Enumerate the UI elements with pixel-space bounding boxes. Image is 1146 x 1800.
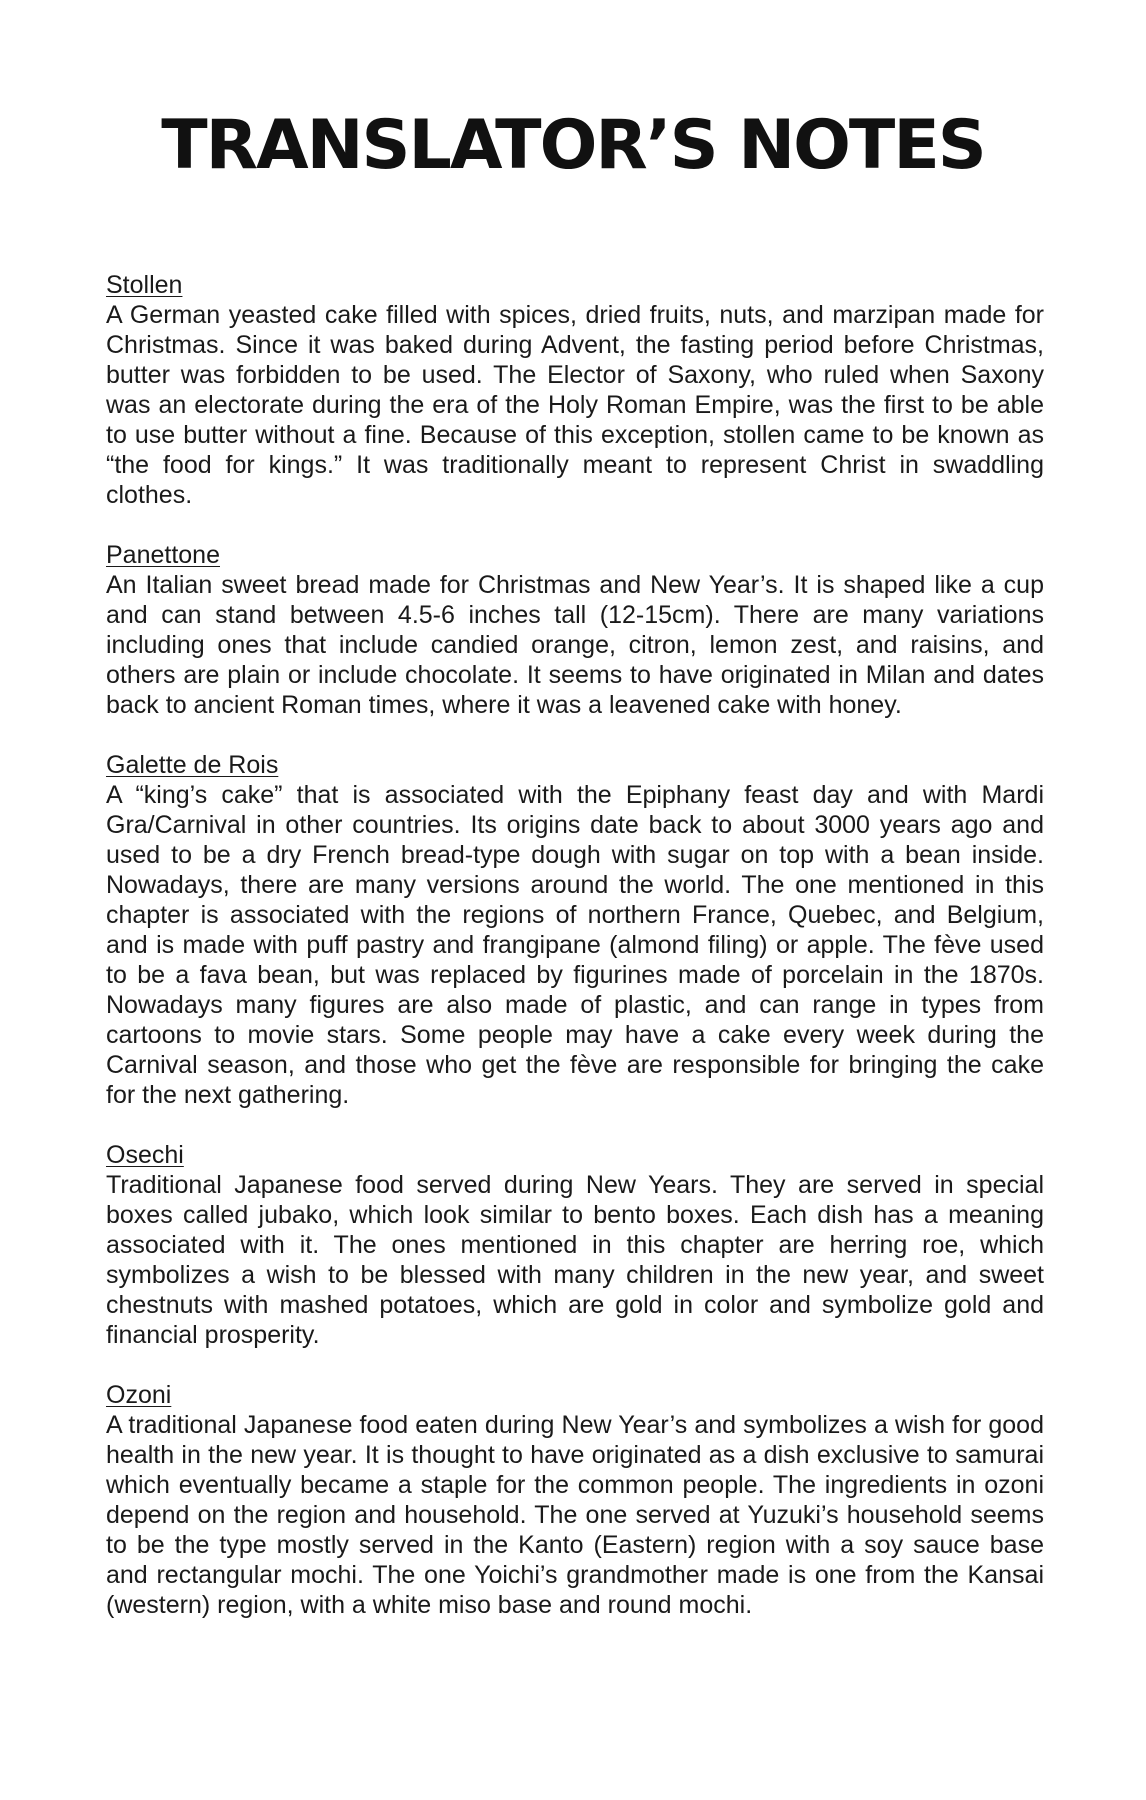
note-stollen [106,270,1044,510]
note-term: Panettone [106,541,220,569]
note-term: Stollen [106,271,183,299]
note-definition: A traditional Japanese food eaten during New Year’s and symbolizes a wish for good health in the new year. It is thought to have originated as a dish exclusive to samurai which eventually became a staple for the common people. The ingredients in ozoni depend on the region and household. The one served at Yuzuki’s household seems to be the type mostly served in the Kanto (Eastern) region with a soy sauce base and rectangular mochi. The one Yoichi’s grandmother made is one from the Kansai (western) region, with a white miso base and round mochi. [106,1411,1044,1619]
note-ozoni [106,1380,1044,1620]
note-osechi [106,1140,1044,1350]
note-term: Osechi [106,1141,184,1169]
note-term: Galette de Rois [106,751,279,779]
note-panettone [106,540,1044,720]
notes-list [106,270,1044,1650]
note-definition: A German yeasted cake filled with spices, dried fruits, nuts, and marzipan made for Christmas. Since it was baked during Advent, the fasting period before Christmas, butter was forbidden to be used. The Elector of Saxony, who ruled when Saxony was an electorate during the era of the Holy Roman Empire, was the first to be able to use butter without a fine. Because of this exception, stollen came to be known as “the food for kings.” It was traditionally meant to represent Christ in swaddling clothes. [106,301,1044,509]
note-term: Ozoni [106,1381,172,1409]
note-galette-de-rois [106,750,1044,1110]
note-definition: An Italian sweet bread made for Christmas and New Year’s. It is shaped like a cup and can stand between 4.5-6 inches tall (12-15cm). There are many variations including ones that include candied orange, citron, lemon zest, and raisins, and others are plain or include chocolate. It seems to have originated in Milan and dates back to ancient Roman times, where it was a leavened cake with honey. [106,571,1044,719]
note-definition: A “king’s cake” that is associated with the Epiphany feast day and with Mardi Gra/Carnival in other countries. Its origins date back to about 3000 years ago and used to be a dry French bread-type dough with sugar on top with a bean inside. Nowadays, there are many versions around the world. The one mentioned in this chapter is associated with the regions of northern France, Quebec, and Belgium, and is made with puff pastry and frangipane (almond filing) or apple. The fève used to be a fava bean, but was replaced by figurines made of porcelain in the 1870s. Nowadays many figures are also made of plastic, and can range in types from cartoons to movie stars. Some people may have a cake every week during the Carnival season, and those who get the fève are responsible for bringing the cake for the next gathering. [106,781,1044,1109]
note-definition: Traditional Japanese food served during New Years. They are served in special boxes called jubako, which look similar to bento boxes. Each dish has a meaning associated with it. The ones mentioned in this chapter are herring roe, which symbolizes a wish to be blessed with many children in the new year, and sweet chestnuts with mashed potatoes, which are gold in color and symbolize gold and financial prosperity. [106,1171,1044,1349]
page-title: TRANSLATOR’S NOTES [161,106,985,185]
